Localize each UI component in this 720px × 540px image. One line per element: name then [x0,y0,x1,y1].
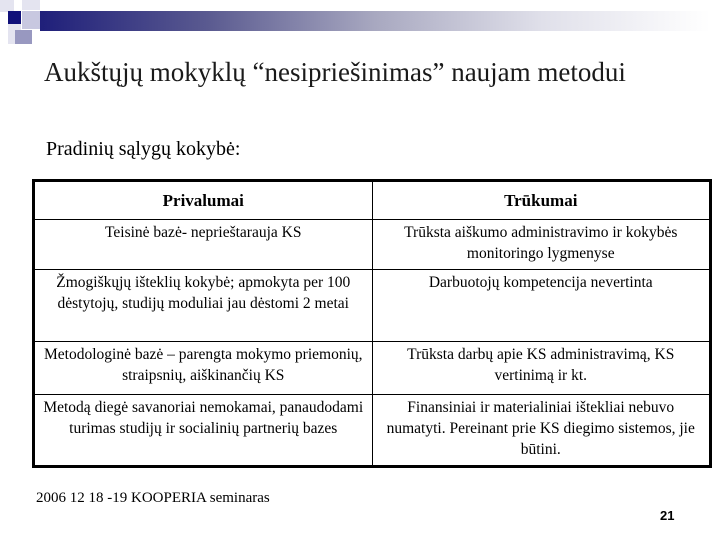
header-disadvantages: Trūkumai [372,181,711,220]
comparison-table [32,179,712,468]
decor-square [22,11,40,29]
table-row [34,220,711,270]
table-cell: Metodą diegė savanoriai nemokamai, panaudodami turimas studijų ir socialinių partnerių bazes [34,395,373,467]
table-cell: Finansiniai ir materialiniai ištekliai nebuvo numatyti. Pereinant prie KS diegimo sistemos, jie būtini. [372,395,711,467]
table-row [34,270,711,342]
decor-square [8,11,21,24]
decor-square [15,30,32,44]
table-cell: Teisinė bazė- neprieštarauja KS [34,220,373,270]
table-cell: Trūksta darbų apie KS administravimą, KS vertinimą ir kt. [372,342,711,395]
table-header-row [34,181,711,220]
title-gradient-bar [40,11,710,31]
table-row [34,395,711,467]
table-cell: Trūksta aiškumo administravimo ir kokybės monitoringo lygmenyse [372,220,711,270]
footer-text: 2006 12 18 -19 KOOPERIA seminaras [36,490,270,506]
slide-subtitle: Pradinių sąlygų kokybė: [46,138,241,160]
decor-square [22,0,40,10]
slide-title: Aukštųjų mokyklų “nesipriešinimas” naujam metodui [44,57,626,87]
table-cell: Žmogiškųjų išteklių kokybė; apmokyta per 100 dėstytojų, studijų moduliai jau dėstomi 2 metai [34,270,373,342]
header-advantages: Privalumai [34,181,373,220]
table-cell: Darbuotojų kompetencija nevertinta [372,270,711,342]
table-cell: Metodologinė bazė – parengta mokymo priemonių, straipsnių, aiškinančių KS [34,342,373,395]
page-number: 21 [660,508,675,523]
table-row [34,342,711,395]
